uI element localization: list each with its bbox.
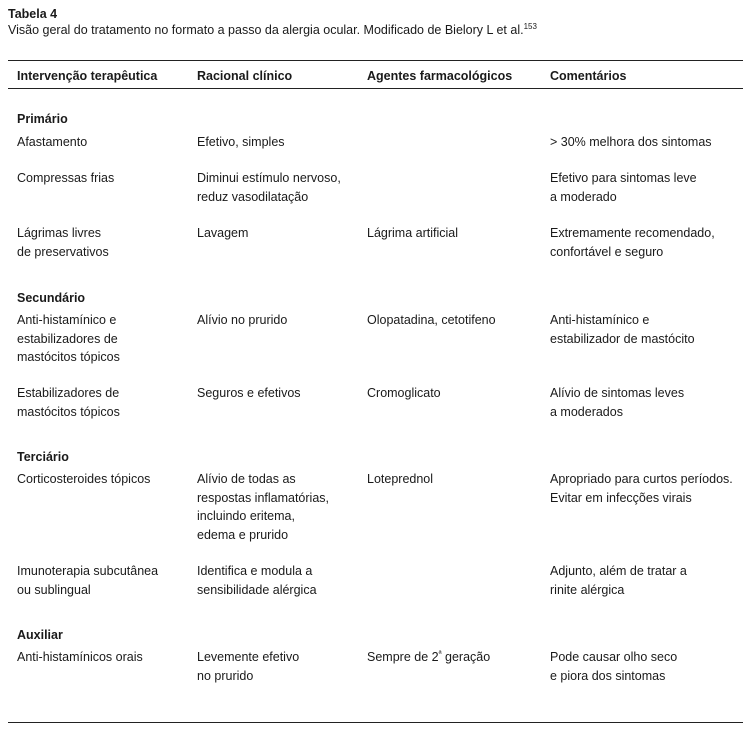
cell-line: > 30% melhora dos sintomas <box>550 135 712 149</box>
table-header-rule <box>8 88 743 89</box>
cell-line: Lágrima artificial <box>367 226 459 240</box>
cell-line: Adjunto, além de tratar a <box>550 564 687 578</box>
cell-line: Lágrimas livres <box>17 226 102 240</box>
caption-text: Visão geral do tratamento no formato a passo da alergia ocular. Modificado de Bielory L et al. <box>8 23 524 37</box>
cell-comentarios <box>550 648 677 685</box>
cell-intervencao <box>17 384 120 421</box>
cell-line: estabilizador de mastócito <box>550 331 695 346</box>
cell-line: Anti-histamínico e <box>17 313 117 327</box>
cell-line: confortável e seguro <box>550 244 664 259</box>
cell-line: Efetivo, simples <box>197 135 285 149</box>
cell-line: Alívio no prurido <box>197 313 288 327</box>
cell-line: Diminui estímulo nervoso, <box>197 171 341 185</box>
cell-line: mastócitos tópicos <box>17 350 120 364</box>
cell-racional <box>197 133 285 152</box>
cell-line: no prurido <box>197 668 254 683</box>
section-label: Secundário <box>17 291 86 305</box>
cell-comentarios <box>550 224 715 261</box>
cell-line: mastócitos tópicos <box>17 404 120 419</box>
cell-line: estabilizadores de <box>17 331 118 346</box>
table-header-row <box>0 67 751 85</box>
cell-line: ou sublingual <box>17 582 91 597</box>
cell-line: Identifica e modula a <box>197 564 313 578</box>
table-title-block <box>8 6 743 38</box>
cell-intervencao <box>17 562 158 599</box>
cell-intervencao <box>17 133 87 152</box>
cell-racional <box>197 470 329 544</box>
cell-comentarios <box>550 133 712 152</box>
cell-line: rinite alérgica <box>550 582 625 597</box>
cell-text: geração <box>441 650 491 664</box>
cell-intervencao <box>17 648 143 667</box>
cell-agentes <box>367 224 458 243</box>
cell-line: edema e prurido <box>197 527 289 542</box>
table-top-rule <box>8 60 743 61</box>
cell-text: Sempre de 2 <box>367 650 439 664</box>
header-agentes: Agentes farmacológicos <box>367 69 513 83</box>
cell-line: Seguros e efetivos <box>197 386 301 400</box>
cell-line: Efetivo para sintomas leve <box>550 171 697 185</box>
header-racional: Racional clínico <box>197 69 293 83</box>
cell-line: respostas inflamatórias, <box>197 490 330 505</box>
cell-comentarios <box>550 311 695 348</box>
cell-line: de preservativos <box>17 244 109 259</box>
cell-line: Imunoterapia subcutânea <box>17 564 159 578</box>
cell-intervencao <box>17 169 114 188</box>
cell-racional <box>197 169 341 206</box>
cell-line: incluindo eritema, <box>197 509 295 523</box>
cell-racional <box>197 648 299 685</box>
cell-line: Loteprednol <box>367 472 434 486</box>
section-label: Auxiliar <box>17 628 63 642</box>
section-label: Primário <box>17 112 68 126</box>
cell-agentes <box>367 648 490 667</box>
cell-line: Pode causar olho seco <box>550 650 678 664</box>
cell-line: Lavagem <box>197 226 249 240</box>
ordinal-superscript: ª <box>438 649 442 658</box>
cell-line: Apropriado para curtos períodos. <box>550 472 733 486</box>
cell-line: Evitar em infecções virais <box>550 490 692 505</box>
cell-comentarios <box>550 169 697 206</box>
cell-line: Compressas frias <box>17 171 115 185</box>
cell-line: sensibilidade alérgica <box>197 582 317 597</box>
cell-racional <box>197 562 317 599</box>
cell-line: Anti-histamínico e <box>550 313 650 327</box>
caption-reference: 153 <box>523 22 537 31</box>
cell-racional <box>197 384 301 403</box>
header-intervencao: Intervenção terapêutica <box>17 69 158 83</box>
cell-agentes <box>367 384 441 403</box>
table-title: Tabela 4 <box>8 7 58 21</box>
section-label: Terciário <box>17 450 69 464</box>
cell-intervencao <box>17 470 150 489</box>
cell-line: Alívio de sintomas leves <box>550 386 685 400</box>
cell-comentarios <box>550 470 733 507</box>
cell-line: reduz vasodilatação <box>197 189 309 204</box>
cell-line: Corticosteroides tópicos <box>17 472 151 486</box>
cell-line: Anti-histamínicos orais <box>17 650 143 664</box>
cell-comentarios <box>550 384 684 421</box>
cell-line: Olopatadina, cetotifeno <box>367 313 496 327</box>
cell-line: Afastamento <box>17 135 88 149</box>
cell-line: a moderado <box>550 189 617 204</box>
cell-racional <box>197 311 287 330</box>
cell-line: Extremamente recomendado, <box>550 226 715 240</box>
cell-racional <box>197 224 248 243</box>
table-bottom-rule <box>8 722 743 723</box>
cell-line: Estabilizadores de <box>17 386 120 400</box>
cell-line: Alívio de todas as <box>197 472 296 486</box>
cell-line: e piora dos sintomas <box>550 668 666 683</box>
cell-comentarios <box>550 562 687 599</box>
cell-agentes <box>367 311 496 330</box>
header-comentarios: Comentários <box>550 69 627 83</box>
table-caption <box>8 22 743 38</box>
cell-line: Levemente efetivo <box>197 650 300 664</box>
cell-line: a moderados <box>550 404 623 419</box>
cell-intervencao <box>17 224 109 261</box>
cell-agentes <box>367 470 433 489</box>
cell-intervencao <box>17 311 120 367</box>
cell-line: Cromoglicato <box>367 386 441 400</box>
